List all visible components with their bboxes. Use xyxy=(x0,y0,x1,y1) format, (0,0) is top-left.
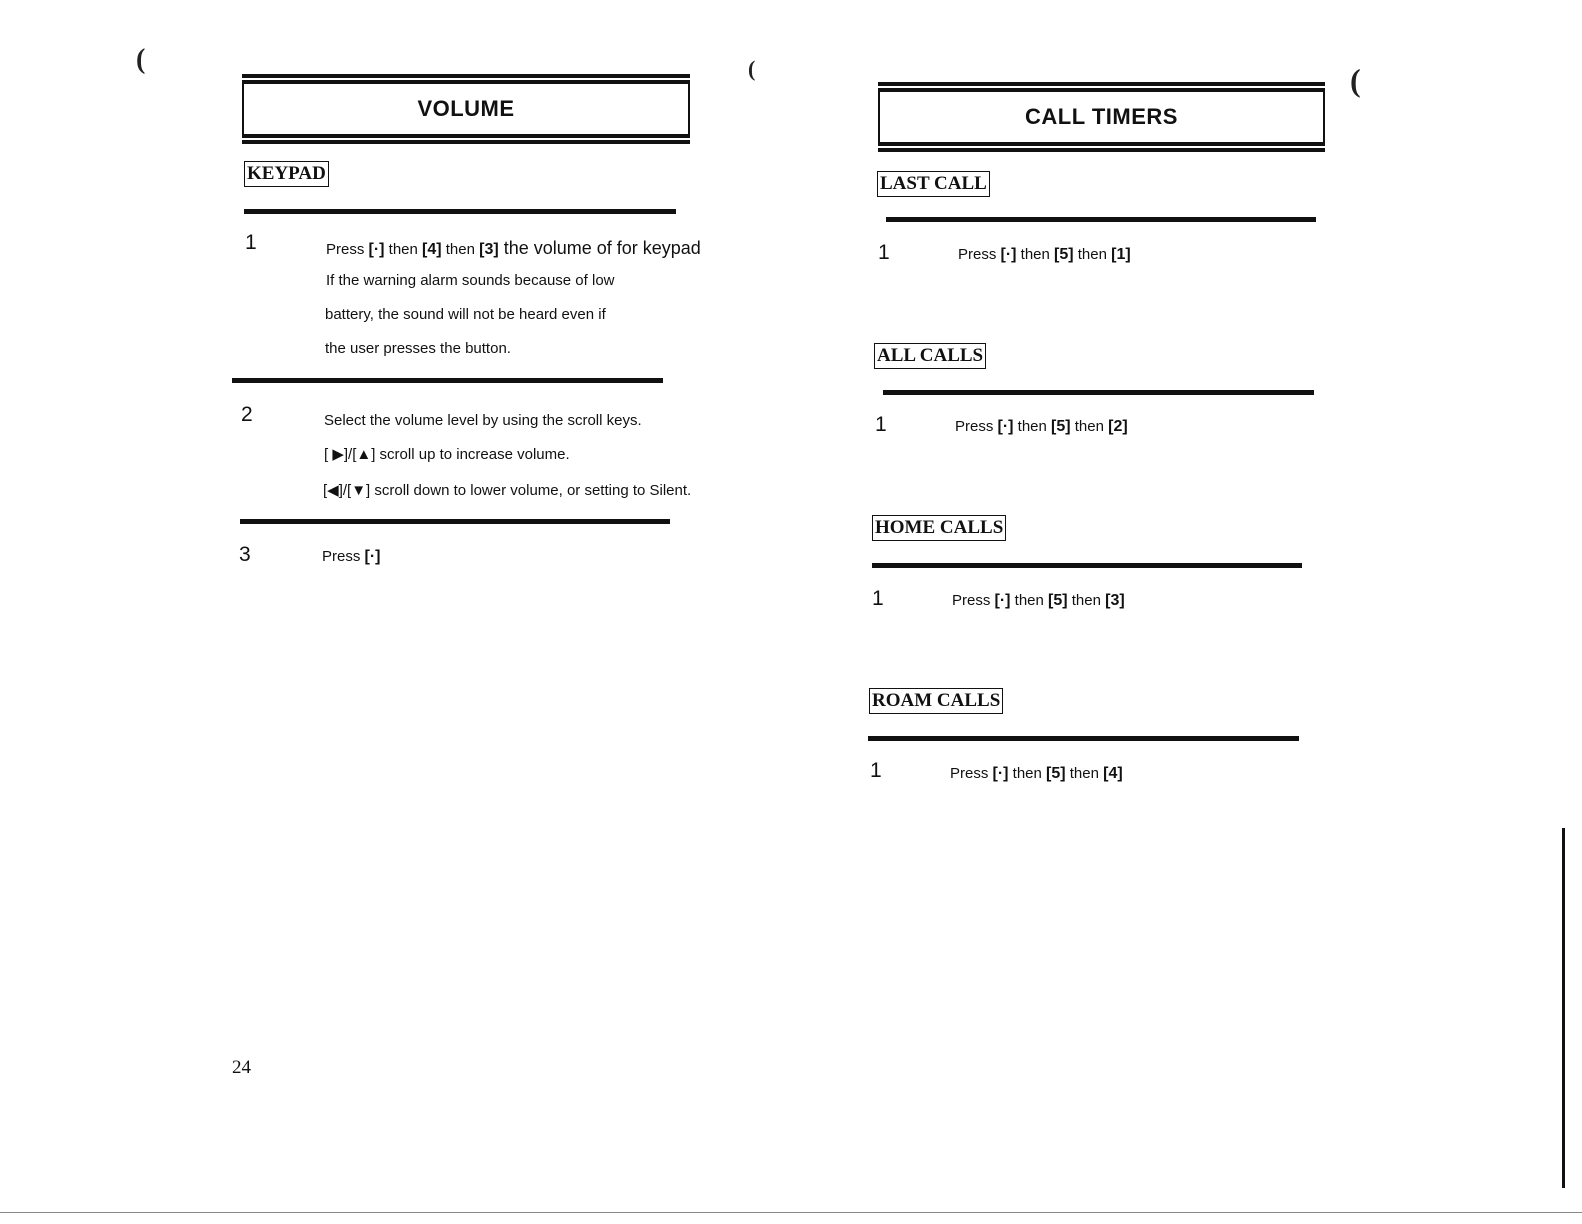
step-instruction: Select the volume level by using the scroll keys. xyxy=(324,412,642,429)
call-timers-title-box xyxy=(878,90,1325,144)
step-divider xyxy=(240,519,670,524)
section-rule xyxy=(244,209,676,214)
section-label-home-calls: HOME CALLS xyxy=(872,515,1006,541)
step-number: 1 xyxy=(878,241,890,264)
page-number: 24 xyxy=(232,1057,251,1078)
step-number: 1 xyxy=(872,587,884,610)
step-note: If the warning alarm sounds because of low xyxy=(326,272,615,289)
step-instruction: Press [·] then [5] then [4] xyxy=(950,765,1123,782)
step-instruction: [ ▶]/[▲] scroll up to increase volume. xyxy=(324,446,570,463)
step-number: 3 xyxy=(239,543,251,566)
step-instruction: Press [·] xyxy=(322,548,381,565)
step-note: battery, the sound will not be heard even if xyxy=(325,306,606,323)
section-label-keypad: KEYPAD xyxy=(244,161,329,187)
section-label-last-call: LAST CALL xyxy=(877,171,990,197)
volume-title-box xyxy=(242,82,690,136)
binding-mark-left: ( xyxy=(136,44,146,75)
section-label-all-calls: ALL CALLS xyxy=(874,343,986,369)
step-instruction: Press [·] then [5] then [1] xyxy=(958,246,1131,263)
section-rule xyxy=(886,217,1316,222)
section-rule xyxy=(872,563,1302,568)
binding-mark-right: ( xyxy=(1350,62,1361,98)
step-note: the user presses the button. xyxy=(325,340,511,357)
scan-bottom-line xyxy=(0,1212,1582,1213)
step-instruction: Press [·] then [5] then [2] xyxy=(955,418,1128,435)
step-instruction: [◀]/[▼] scroll down to lower volume, or setting to Silent. xyxy=(323,482,692,499)
page-title: VOLUME xyxy=(417,96,515,121)
step-instruction: Press [·] then [5] then [3] xyxy=(952,592,1125,609)
step-number: 2 xyxy=(241,403,253,426)
scan-edge-line xyxy=(1562,828,1565,1188)
section-label-roam-calls: ROAM CALLS xyxy=(869,688,1003,714)
binding-mark-center: ( xyxy=(748,56,756,81)
section-rule xyxy=(868,736,1299,741)
step-number: 1 xyxy=(870,759,882,782)
step-number: 1 xyxy=(875,413,887,436)
step-number: 1 xyxy=(245,231,257,254)
section-rule xyxy=(883,390,1314,395)
page-title: CALL TIMERS xyxy=(1025,104,1178,129)
step-divider xyxy=(232,378,663,383)
step-instruction: Press [·] then [4] then [3] the volume of for keypad xyxy=(326,238,701,258)
